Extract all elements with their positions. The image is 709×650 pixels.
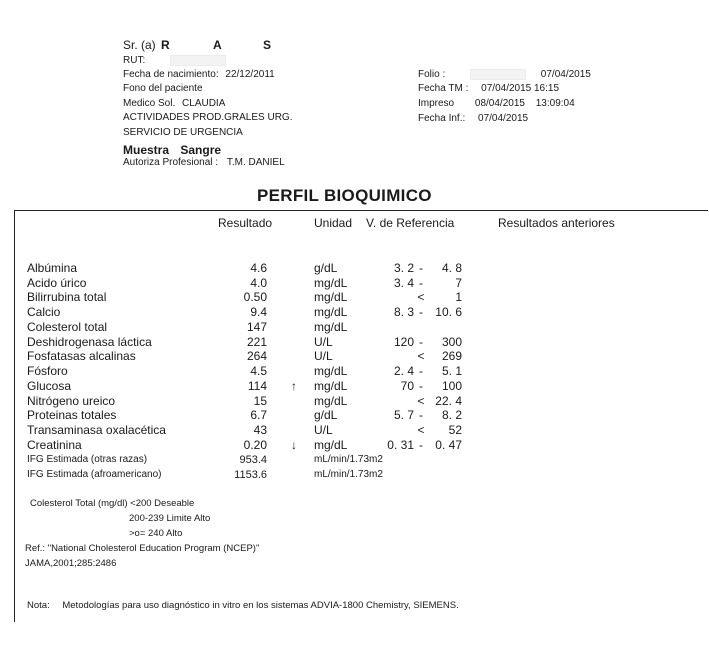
phone-label: Fono del paciente (123, 83, 203, 94)
reference-low: 70 (400, 379, 414, 393)
analyte-name: Calcio (27, 305, 61, 319)
table-row (0, 469, 709, 484)
reference-separator: - (419, 364, 423, 378)
table-row (0, 364, 709, 379)
reference-high: 7 (455, 276, 462, 290)
rut-line (123, 55, 226, 66)
reference-high: 52 (448, 423, 462, 437)
analyte-name: Fósforo (27, 364, 68, 378)
table-row (0, 320, 709, 335)
service-line: SERVICIO DE URGENCIA (123, 127, 243, 138)
folio-line (418, 69, 591, 80)
folio-redacted (470, 69, 526, 80)
column-header-previous: Resultados anteriores (498, 216, 615, 230)
table-row (0, 454, 709, 469)
analyte-name: IFG Estimada (otras razas) (27, 454, 148, 465)
doctor-label: Medico Sol. (123, 98, 176, 109)
result-value: 953.4 (239, 454, 267, 466)
patient-initial-1: R (161, 38, 170, 52)
result-value: 4.0 (250, 276, 267, 290)
reference-low: 2. 4 (393, 364, 414, 378)
reference-separator: - (419, 276, 423, 290)
analyte-name: Nitrógeno ureico (27, 394, 116, 408)
result-value: 15 (253, 394, 267, 408)
reference-separator: - (419, 305, 423, 319)
folio-label: Folio : (418, 69, 446, 81)
table-row (0, 335, 709, 350)
reference-low: 3. 2 (393, 261, 414, 275)
result-value: 114 (247, 379, 267, 393)
analyte-name: Albúmina (27, 261, 78, 275)
result-value: 43 (253, 423, 267, 437)
reference-separator: - (419, 438, 423, 452)
reference-high: 4. 8 (441, 261, 462, 275)
result-unit: U/L (314, 349, 333, 363)
reference-separator: < (417, 394, 425, 408)
result-unit: mg/dL (314, 394, 348, 408)
activity-line: ACTIVIDADES PROD.GRALES URG. (123, 112, 293, 123)
footer-note-label: Nota: (27, 600, 50, 611)
result-value: 221 (246, 335, 267, 349)
authorizer-name: T.M. DANIEL (226, 157, 285, 168)
analyte-name: Transaminasa oxalacética (27, 423, 166, 437)
cholesterol-note-line-1: Colesterol Total (mg/dl) <200 Deseable (30, 498, 195, 509)
down-arrow-icon: ↓ (291, 438, 297, 452)
fecha-inf-label: Fecha Inf.: (418, 113, 466, 124)
fecha-tm-label: Fecha TM : (418, 83, 469, 94)
birth-label: Fecha de nacimiento: (123, 69, 219, 80)
reference-high: 1 (455, 290, 462, 304)
result-value: 147 (246, 320, 267, 334)
footer-note (27, 600, 459, 611)
result-unit: mL/min/1.73m2 (314, 454, 383, 465)
doctor-line (123, 98, 225, 109)
table-row (0, 408, 709, 423)
table-row (0, 305, 709, 320)
folio-date: 07/04/2015 (540, 69, 591, 81)
analyte-name: IFG Estimada (afroamericano) (27, 469, 162, 480)
reference-high: 300 (441, 335, 462, 349)
authorizer-line (123, 157, 285, 168)
result-value: 4.5 (250, 364, 267, 378)
reference-high: 269 (441, 349, 462, 363)
result-unit: U/L (314, 335, 333, 349)
result-unit: U/L (314, 423, 333, 437)
cholesterol-note-line-2: 200-239 Limite Alto (129, 513, 211, 524)
impreso-date: 08/04/2015 (474, 98, 525, 109)
reference-high: 22. 4 (435, 394, 462, 408)
analyte-name: Fosfatasas alcalinas (27, 349, 136, 363)
results-frame-top-border (14, 210, 708, 211)
reference-separator: - (419, 379, 423, 393)
impreso-label: Impreso (418, 98, 455, 109)
analyte-name: Acido úrico (27, 276, 87, 290)
doctor-name: CLAUDIA (182, 98, 226, 109)
table-row (0, 438, 709, 453)
sample-line (123, 143, 221, 157)
analyte-name: Bilirrubina total (27, 290, 107, 304)
result-value: 0.20 (243, 438, 267, 452)
result-unit: g/dL (314, 261, 338, 275)
reference-low: 3. 4 (393, 276, 414, 290)
reference-high: 100 (441, 379, 462, 393)
table-row (0, 290, 709, 305)
analyte-name: Colesterol total (27, 320, 108, 334)
cholesterol-reference-2: JAMA,2001;285:2486 (25, 558, 117, 569)
reference-high: 10. 6 (435, 305, 462, 319)
result-unit: mg/dL (314, 320, 348, 334)
result-unit: mg/dL (314, 305, 348, 319)
result-unit: mg/dL (314, 364, 348, 378)
table-row (0, 349, 709, 364)
result-value: 264 (246, 349, 267, 363)
reference-separator: - (419, 261, 423, 275)
reference-high: 0. 47 (435, 438, 462, 452)
cholesterol-reference-1: Ref.: "National Cholesterol Education Program (NCEP)" (25, 543, 260, 554)
patient-name-label: Sr. (a) (123, 38, 156, 52)
column-header-result: Resultado (218, 216, 273, 230)
impreso-time: 13:09:04 (535, 98, 575, 109)
reference-separator: < (417, 290, 425, 304)
fecha-tm-line (418, 83, 559, 94)
column-header-unit: Unidad (314, 216, 353, 230)
fecha-tm-value: 07/04/2015 16:15 (481, 83, 560, 94)
fecha-inf-line (418, 113, 528, 124)
patient-name-line (123, 38, 271, 52)
reference-high: 8. 2 (441, 408, 462, 422)
table-row (0, 394, 709, 409)
up-arrow-icon: ↑ (291, 379, 297, 393)
result-value: 0.50 (243, 290, 267, 304)
rut-label: RUT: (123, 55, 146, 67)
result-unit: mL/min/1.73m2 (314, 469, 383, 480)
result-value: 9.4 (250, 305, 267, 319)
result-unit: mg/dL (314, 438, 348, 452)
result-unit: mg/dL (314, 276, 348, 290)
reference-low: 0. 31 (387, 438, 414, 452)
birth-line (123, 69, 275, 80)
birth-date: 22/12/2011 (225, 69, 275, 80)
reference-low: 8. 3 (393, 305, 414, 319)
result-value: 1153.6 (234, 469, 267, 481)
rut-redacted (170, 55, 226, 66)
reference-separator: - (419, 408, 423, 422)
reference-low: 120 (393, 335, 414, 349)
sample-value: Sangre (180, 143, 222, 157)
patient-initial-2: A (213, 38, 222, 52)
report-title: PERFIL BIOQUIMICO (257, 186, 432, 205)
analyte-name: Proteinas totales (27, 408, 117, 422)
reference-separator: < (417, 349, 425, 363)
analyte-name: Deshidrogenasa láctica (27, 335, 152, 349)
patient-initial-3: S (263, 38, 272, 52)
authorizer-label: Autoriza Profesional : (123, 157, 219, 168)
phone-line (123, 83, 203, 94)
fecha-inf-value: 07/04/2015 (478, 113, 529, 124)
reference-separator: < (417, 423, 425, 437)
reference-low: 5. 7 (393, 408, 414, 422)
result-unit: g/dL (314, 408, 338, 422)
impreso-line (418, 98, 575, 109)
sample-label: Muestra (123, 143, 170, 157)
analyte-name: Creatinina (27, 438, 82, 452)
table-row (0, 423, 709, 438)
reference-high: 5. 1 (441, 364, 462, 378)
result-value: 6.7 (250, 408, 267, 422)
table-row (0, 379, 709, 394)
result-unit: mg/dL (314, 290, 348, 304)
column-header-reference: V. de Referencia (366, 216, 455, 230)
result-value: 4.6 (250, 261, 267, 275)
table-row (0, 276, 709, 291)
result-unit: mg/dL (314, 379, 348, 393)
table-row (0, 261, 709, 276)
cholesterol-note-line-3: >o= 240 Alto (129, 528, 183, 539)
reference-separator: - (419, 335, 423, 349)
footer-note-text: Metodologías para uso diagnóstico in vitro en los sistemas ADVIA-1800 Chemistry, SIEMENS. (62, 600, 459, 611)
analyte-name: Glucosa (27, 379, 72, 393)
